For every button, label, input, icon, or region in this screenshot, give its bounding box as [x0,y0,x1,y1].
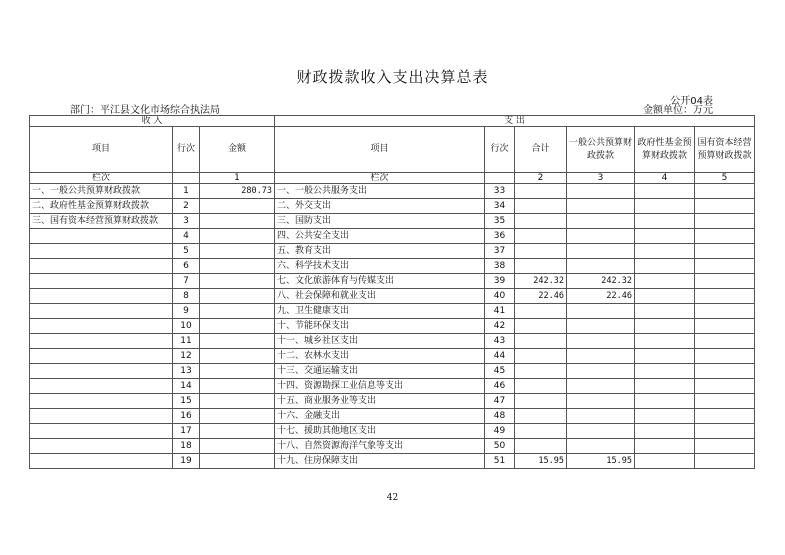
report-table [29,115,755,469]
expense-gov-fund-cell [635,199,695,214]
table-row [30,199,755,214]
table-row [30,409,755,424]
section-header-row [30,116,755,127]
income-line-cell: 14 [173,379,200,394]
income-item-cell [30,259,173,274]
income-amount-cell: 280.73 [200,184,275,199]
expense-total-cell: 22.46 [515,289,567,304]
header-amount: 金额 [200,127,275,173]
table-row [30,349,755,364]
expense-state-capital-cell [695,439,755,454]
expense-total-cell [515,379,567,394]
income-amount-cell [200,289,275,304]
expense-line-cell: 33 [485,184,515,199]
expense-state-capital-cell [695,349,755,364]
income-line-cell: 11 [173,334,200,349]
income-amount-cell [200,229,275,244]
income-item-cell [30,364,173,379]
table-row [30,259,755,274]
expense-line-cell: 48 [485,409,515,424]
expense-total-cell [515,244,567,259]
income-line-cell: 10 [173,319,200,334]
expense-gov-fund-cell [635,454,695,469]
expense-total-cell [515,259,567,274]
expense-line-cell: 43 [485,334,515,349]
table-row [30,184,755,199]
expense-state-capital-cell [695,274,755,289]
expense-item-cell: 六、科学技术支出 [275,259,485,274]
expense-state-capital-cell [695,304,755,319]
income-line-cell: 8 [173,289,200,304]
income-line-cell: 2 [173,199,200,214]
income-line-cell: 19 [173,454,200,469]
table-row [30,454,755,469]
expense-gov-fund-cell [635,274,695,289]
expense-line-cell: 49 [485,424,515,439]
expense-gov-fund-cell [635,349,695,364]
table-row [30,229,755,244]
expense-general-budget-cell [567,214,635,229]
expense-gov-fund-cell [635,424,695,439]
income-item-cell [30,424,173,439]
expense-state-capital-cell [695,424,755,439]
expense-total-cell [515,409,567,424]
expense-gov-fund-cell [635,304,695,319]
expense-gov-fund-cell [635,259,695,274]
expense-general-budget-cell [567,424,635,439]
expense-total-cell [515,424,567,439]
income-item-cell [30,289,173,304]
expense-state-capital-cell [695,184,755,199]
expense-gov-fund-cell [635,214,695,229]
table-row [30,334,755,349]
table-row [30,379,755,394]
income-amount-cell [200,424,275,439]
income-line-cell: 13 [173,364,200,379]
expense-total-cell: 15.95 [515,454,567,469]
expense-item-cell: 二、外交支出 [275,199,485,214]
expense-state-capital-cell [695,319,755,334]
expense-state-capital-cell [695,214,755,229]
income-amount-cell [200,244,275,259]
expense-state-capital-cell [695,229,755,244]
income-amount-cell [200,439,275,454]
income-amount-cell [200,304,275,319]
lanci-label-left: 栏次 [30,173,173,184]
expense-item-cell: 五、教育支出 [275,244,485,259]
expense-total-cell [515,364,567,379]
expense-general-budget-cell [567,364,635,379]
table-row [30,364,755,379]
page-number: 42 [386,493,399,503]
expense-general-budget-cell [567,229,635,244]
lanci-row [30,173,755,184]
income-item-cell [30,439,173,454]
expense-gov-fund-cell [635,364,695,379]
table-row [30,244,755,259]
income-line-cell: 5 [173,244,200,259]
expense-line-cell: 34 [485,199,515,214]
income-amount-cell [200,379,275,394]
income-amount-cell [200,409,275,424]
expense-line-cell: 51 [485,454,515,469]
expense-line-cell: 42 [485,319,515,334]
expense-total-cell [515,394,567,409]
expense-state-capital-cell [695,379,755,394]
expense-item-cell: 十四、资源勘探工业信息等支出 [275,379,485,394]
expense-total-cell [515,439,567,454]
expense-gov-fund-cell [635,229,695,244]
header-gov-fund: 政府性基金预算财政拨款 [635,127,695,173]
lanci-col5: 5 [695,173,755,184]
income-line-cell: 4 [173,229,200,244]
expense-item-cell: 三、国防支出 [275,214,485,229]
expense-general-budget-cell [567,349,635,364]
expense-total-cell [515,199,567,214]
expense-gov-fund-cell [635,439,695,454]
expense-general-budget-cell [567,394,635,409]
income-amount-cell [200,334,275,349]
lanci-empty [173,173,200,184]
expense-general-budget-cell [567,244,635,259]
table-row [30,289,755,304]
lanci-col2: 2 [515,173,567,184]
lanci-label-right: 栏次 [275,173,485,184]
expense-general-budget-cell: 242.32 [567,274,635,289]
income-item-cell: 三、国有资本经营预算财政拨款 [30,214,173,229]
header-item2: 项目 [275,127,485,173]
income-item-cell [30,379,173,394]
expense-general-budget-cell [567,304,635,319]
income-line-cell: 17 [173,424,200,439]
data-rows [30,184,755,469]
unit-label: 金额单位：万元 [643,105,713,116]
lanci-col1: 1 [200,173,275,184]
expense-item-cell: 九、卫生健康支出 [275,304,485,319]
expense-general-budget-cell [567,199,635,214]
expense-state-capital-cell [695,364,755,379]
income-line-cell: 3 [173,214,200,229]
expense-line-cell: 45 [485,364,515,379]
lanci-col3: 3 [567,173,635,184]
page-title: 财政拨款收入支出决算总表 [296,68,489,86]
income-amount-cell [200,259,275,274]
expense-state-capital-cell [695,334,755,349]
expense-total-cell [515,214,567,229]
expense-state-capital-cell [695,454,755,469]
expense-gov-fund-cell [635,289,695,304]
table-row [30,424,755,439]
income-item-cell [30,349,173,364]
department-label: 部门：平江县文化市场综合执法局 [70,105,220,116]
expense-state-capital-cell [695,394,755,409]
expense-total-cell [515,304,567,319]
expense-gov-fund-cell [635,334,695,349]
expense-general-budget-cell [567,439,635,454]
expense-total-cell [515,229,567,244]
expense-total-cell [515,334,567,349]
income-line-cell: 9 [173,304,200,319]
income-item-cell: 一、一般公共预算财政拨款 [30,184,173,199]
expense-line-cell: 38 [485,259,515,274]
expense-general-budget-cell [567,259,635,274]
expense-item-cell: 七、文化旅游体育与传媒支出 [275,274,485,289]
income-item-cell [30,244,173,259]
expense-state-capital-cell [695,244,755,259]
expense-general-budget-cell: 15.95 [567,454,635,469]
expense-gov-fund-cell [635,184,695,199]
income-item-cell [30,274,173,289]
header-line: 行次 [173,127,200,173]
expense-total-cell [515,349,567,364]
expense-item-cell: 十八、自然资源海洋气象等支出 [275,439,485,454]
expense-item-cell: 十九、住房保障支出 [275,454,485,469]
lanci-empty2 [485,173,515,184]
income-item-cell [30,334,173,349]
income-amount-cell [200,394,275,409]
expense-general-budget-cell [567,379,635,394]
income-line-cell: 16 [173,409,200,424]
income-item-cell [30,319,173,334]
expense-gov-fund-cell [635,409,695,424]
income-amount-cell [200,214,275,229]
expense-gov-fund-cell [635,319,695,334]
expense-line-cell: 50 [485,439,515,454]
expense-gov-fund-cell [635,244,695,259]
table-row [30,319,755,334]
income-item-cell [30,229,173,244]
income-amount-cell [200,274,275,289]
income-item-cell [30,304,173,319]
expense-item-cell: 十一、城乡社区支出 [275,334,485,349]
table-row [30,274,755,289]
expense-line-cell: 44 [485,349,515,364]
expense-line-cell: 35 [485,214,515,229]
income-line-cell: 12 [173,349,200,364]
header-item: 项目 [30,127,173,173]
expense-item-cell: 十六、金融支出 [275,409,485,424]
expense-general-budget-cell [567,184,635,199]
expense-item-cell: 十七、援助其他地区支出 [275,424,485,439]
expense-general-budget-cell [567,319,635,334]
expense-line-cell: 47 [485,394,515,409]
expense-line-cell: 41 [485,304,515,319]
expense-total-cell [515,319,567,334]
header-state-capital: 国有资本经营预算财政拨款 [695,127,755,173]
expense-general-budget-cell: 22.46 [567,289,635,304]
expense-line-cell: 36 [485,229,515,244]
expense-gov-fund-cell [635,379,695,394]
expense-general-budget-cell [567,334,635,349]
header-total: 合计 [515,127,567,173]
expense-state-capital-cell [695,259,755,274]
expense-item-cell: 十二、农林水支出 [275,349,485,364]
income-item-cell [30,394,173,409]
expense-total-cell: 242.32 [515,274,567,289]
table-row [30,439,755,454]
expense-item-cell: 四、公共安全支出 [275,229,485,244]
lanci-col4: 4 [635,173,695,184]
expense-item-cell: 十三、交通运输支出 [275,364,485,379]
expense-state-capital-cell [695,289,755,304]
expense-line-cell: 46 [485,379,515,394]
expense-gov-fund-cell [635,394,695,409]
income-amount-cell [200,199,275,214]
header-line2: 行次 [485,127,515,173]
header-general-budget: 一般公共预算财政拨款 [567,127,635,173]
income-amount-cell [200,364,275,379]
form-code: 公开04表 [670,96,713,107]
expense-item-cell: 十、节能环保支出 [275,319,485,334]
income-amount-cell [200,349,275,364]
table-row [30,394,755,409]
expense-line-cell: 37 [485,244,515,259]
income-line-cell: 1 [173,184,200,199]
expense-state-capital-cell [695,199,755,214]
section-income: 收 入 [30,116,275,127]
income-line-cell: 7 [173,274,200,289]
column-header-row [30,127,755,173]
income-item-cell [30,454,173,469]
expense-general-budget-cell [567,409,635,424]
income-line-cell: 6 [173,259,200,274]
table-row [30,304,755,319]
expense-item-cell: 十五、商业服务业等支出 [275,394,485,409]
income-item-cell [30,409,173,424]
income-amount-cell [200,454,275,469]
income-line-cell: 15 [173,394,200,409]
expense-item-cell: 一、一般公共服务支出 [275,184,485,199]
expense-line-cell: 39 [485,274,515,289]
table-row [30,214,755,229]
expense-item-cell: 八、社会保障和就业支出 [275,289,485,304]
income-line-cell: 18 [173,439,200,454]
income-amount-cell [200,319,275,334]
expense-state-capital-cell [695,409,755,424]
expense-total-cell [515,184,567,199]
section-expense: 支 出 [275,116,755,127]
income-item-cell: 二、政府性基金预算财政拨款 [30,199,173,214]
expense-line-cell: 40 [485,289,515,304]
